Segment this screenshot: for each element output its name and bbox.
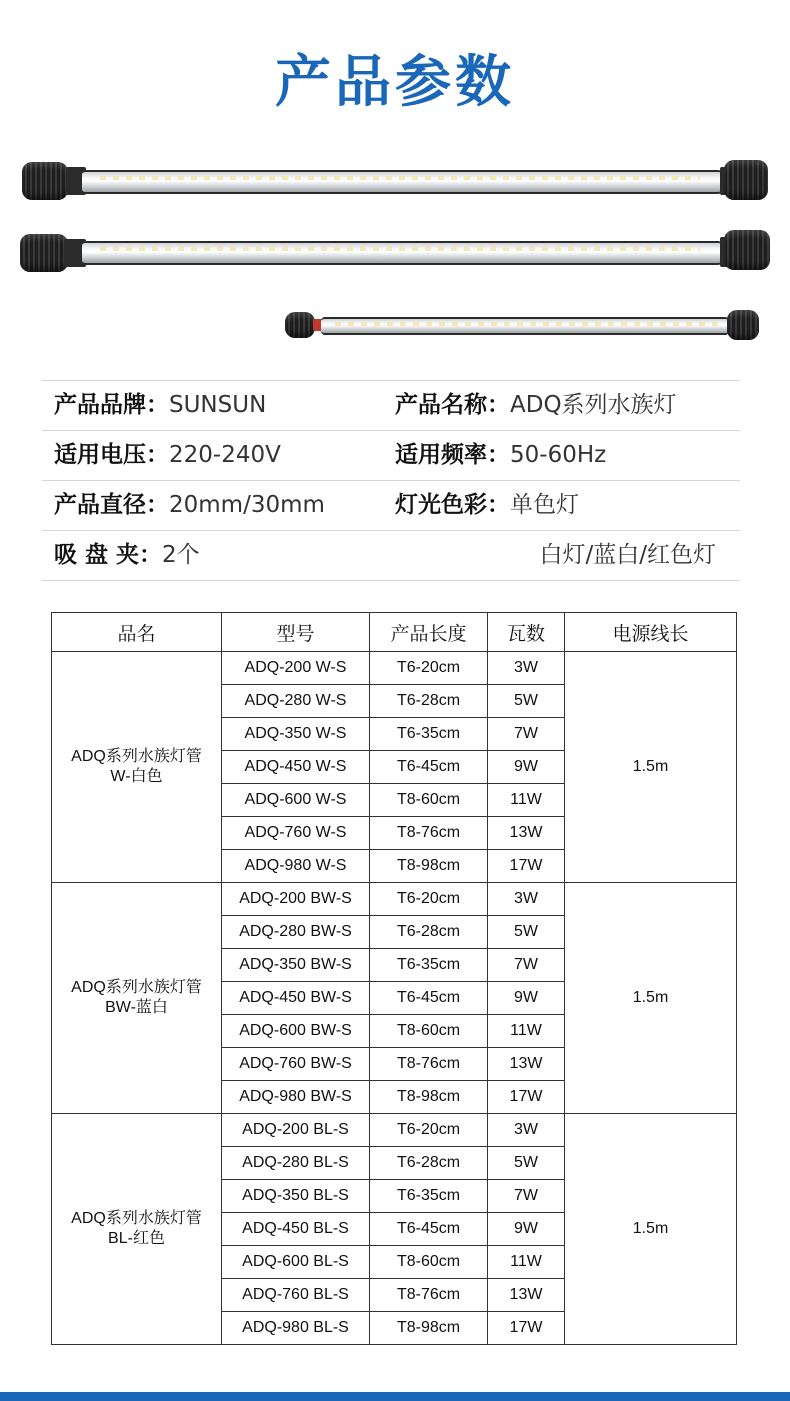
table-row (52, 883, 737, 916)
light-color-value: 单色灯 (510, 492, 579, 518)
params-list (42, 380, 740, 581)
wattage-cell: 13W (488, 1279, 565, 1312)
params-row (42, 481, 740, 531)
model-cell: ADQ-600 BL-S (222, 1246, 370, 1279)
model-cell: ADQ-600 W-S (222, 784, 370, 817)
length-cell: T6-45cm (370, 751, 488, 784)
model-cell: ADQ-350 W-S (222, 718, 370, 751)
clip-label: 吸 盘 夹： (54, 542, 163, 568)
model-cell: ADQ-760 W-S (222, 817, 370, 850)
brand-label: 产品品牌： (54, 392, 169, 418)
model-cell: ADQ-280 BW-S (222, 916, 370, 949)
length-cell: T8-98cm (370, 850, 488, 883)
frequency-value: 50-60Hz (510, 442, 607, 468)
light-color-options: 白灯/蓝白/红色灯 (539, 542, 716, 568)
led-tube-icon (285, 312, 315, 338)
product-group-line2: BW-蓝白 (105, 999, 168, 1016)
length-cell: T8-60cm (370, 1015, 488, 1048)
length-cell: T6-20cm (370, 1114, 488, 1147)
cable-length-cell: 1.5m (565, 883, 737, 1114)
model-cell: ADQ-450 W-S (222, 751, 370, 784)
light-color-label: 灯光色彩： (395, 492, 510, 518)
wattage-cell: 5W (488, 1147, 565, 1180)
diameter-value: 20mm/30mm (169, 492, 325, 518)
product-group-line1: ADQ系列水族灯管 (71, 979, 202, 996)
length-cell: T8-98cm (370, 1312, 488, 1345)
cable-length-cell: 1.5m (565, 1114, 737, 1345)
wattage-cell: 5W (488, 685, 565, 718)
table-row (52, 1114, 737, 1147)
length-cell: T6-45cm (370, 1213, 488, 1246)
spec-table (51, 612, 737, 1345)
wattage-cell: 9W (488, 982, 565, 1015)
wattage-cell: 3W (488, 883, 565, 916)
length-cell: T8-98cm (370, 1081, 488, 1114)
model-cell: ADQ-450 BL-S (222, 1213, 370, 1246)
model-cell: ADQ-600 BW-S (222, 1015, 370, 1048)
length-cell: T8-60cm (370, 1246, 488, 1279)
led-tube-icon (20, 234, 68, 272)
table-row (52, 652, 737, 685)
model-cell: ADQ-350 BW-S (222, 949, 370, 982)
length-cell: T6-35cm (370, 1180, 488, 1213)
product-group-line2: BL-红色 (108, 1230, 165, 1247)
wattage-cell: 17W (488, 1312, 565, 1345)
page-title: 产品参数 (275, 50, 515, 115)
wattage-cell: 7W (488, 949, 565, 982)
model-cell: ADQ-760 BL-S (222, 1279, 370, 1312)
model-cell: ADQ-980 W-S (222, 850, 370, 883)
params-row (42, 381, 740, 431)
wattage-cell: 11W (488, 1246, 565, 1279)
led-tube-icon (22, 162, 68, 200)
header-length: 产品长度 (370, 613, 488, 652)
wattage-cell: 17W (488, 850, 565, 883)
header-model: 型号 (222, 613, 370, 652)
product-group-name (52, 1114, 222, 1345)
length-cell: T6-35cm (370, 718, 488, 751)
product-name-value: ADQ系列水族灯 (510, 392, 677, 418)
wattage-cell: 3W (488, 652, 565, 685)
clip-value: 2个 (162, 542, 200, 568)
model-cell: ADQ-450 BW-S (222, 982, 370, 1015)
model-cell: ADQ-760 BW-S (222, 1048, 370, 1081)
product-group-name (52, 883, 222, 1114)
length-cell: T8-76cm (370, 1048, 488, 1081)
model-cell: ADQ-980 BW-S (222, 1081, 370, 1114)
length-cell: T6-28cm (370, 916, 488, 949)
product-group-line2: W-白色 (110, 768, 163, 785)
wattage-cell: 7W (488, 1180, 565, 1213)
table-header-row (52, 613, 737, 652)
model-cell: ADQ-200 BW-S (222, 883, 370, 916)
wattage-cell: 3W (488, 1114, 565, 1147)
wattage-cell: 9W (488, 1213, 565, 1246)
params-row (42, 531, 740, 581)
wattage-cell: 11W (488, 1015, 565, 1048)
length-cell: T6-45cm (370, 982, 488, 1015)
product-group-name (52, 652, 222, 883)
brand-value: SUNSUN (169, 392, 267, 418)
length-cell: T6-20cm (370, 883, 488, 916)
voltage-value: 220-240V (169, 442, 281, 468)
model-cell: ADQ-200 BL-S (222, 1114, 370, 1147)
header-wattage: 瓦数 (488, 613, 565, 652)
frequency-label: 适用频率： (395, 442, 510, 468)
diameter-label: 产品直径： (54, 492, 169, 518)
params-row (42, 431, 740, 481)
wattage-cell: 13W (488, 817, 565, 850)
model-cell: ADQ-200 W-S (222, 652, 370, 685)
length-cell: T6-35cm (370, 949, 488, 982)
cable-length-cell: 1.5m (565, 652, 737, 883)
length-cell: T8-76cm (370, 1279, 488, 1312)
length-cell: T6-20cm (370, 652, 488, 685)
length-cell: T6-28cm (370, 1147, 488, 1180)
wattage-cell: 13W (488, 1048, 565, 1081)
wattage-cell: 17W (488, 1081, 565, 1114)
long-tube-image-1 (20, 158, 770, 204)
wattage-cell: 7W (488, 718, 565, 751)
header-cable-length: 电源线长 (565, 613, 737, 652)
length-cell: T8-60cm (370, 784, 488, 817)
model-cell: ADQ-980 BL-S (222, 1312, 370, 1345)
model-cell: ADQ-350 BL-S (222, 1180, 370, 1213)
length-cell: T6-28cm (370, 685, 488, 718)
length-cell: T8-76cm (370, 817, 488, 850)
model-cell: ADQ-280 W-S (222, 685, 370, 718)
long-tube-image-2 (20, 228, 770, 276)
product-group-line1: ADQ系列水族灯管 (71, 1210, 202, 1227)
voltage-label: 适用电压： (54, 442, 169, 468)
wattage-cell: 11W (488, 784, 565, 817)
model-cell: ADQ-280 BL-S (222, 1147, 370, 1180)
product-name-label: 产品名称： (395, 392, 510, 418)
product-group-line1: ADQ系列水族灯管 (71, 748, 202, 765)
short-tube-image (285, 308, 761, 342)
header-product-name: 品名 (52, 613, 222, 652)
wattage-cell: 9W (488, 751, 565, 784)
wattage-cell: 5W (488, 916, 565, 949)
bottom-accent-bar (0, 1392, 790, 1401)
